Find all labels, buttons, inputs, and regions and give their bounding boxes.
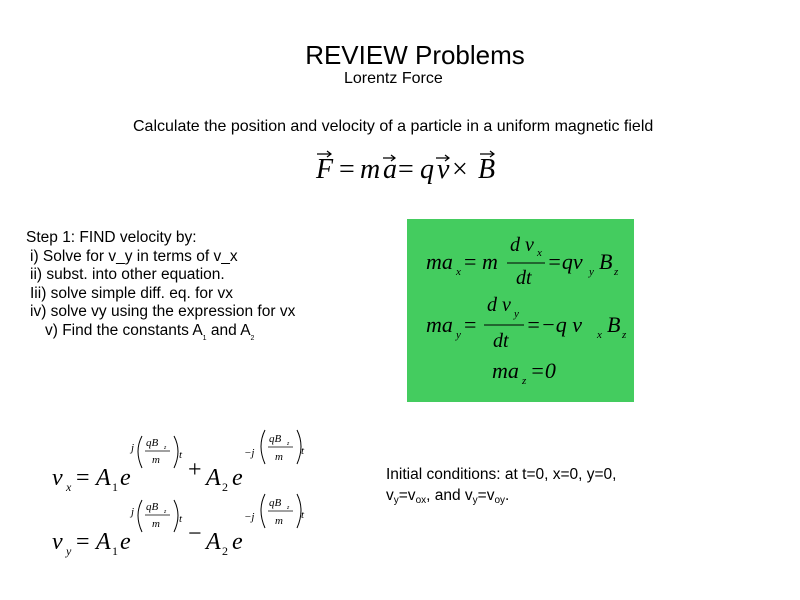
step-item: i) Solve for v_y in terms of v_x	[30, 247, 238, 265]
svg-text:v: v	[52, 529, 63, 555]
svg-text:+: +	[188, 457, 202, 483]
equations-of-motion	[407, 219, 634, 402]
svg-text:=: =	[464, 312, 477, 337]
vy-solution	[52, 494, 305, 558]
svg-text:B: B	[599, 249, 613, 274]
svg-text:a: a	[383, 154, 397, 185]
svg-text:z: z	[614, 266, 619, 278]
svg-text:m: m	[482, 249, 498, 274]
svg-text:z: z	[164, 445, 167, 451]
svg-text:qB: qB	[146, 501, 159, 513]
svg-text:A: A	[206, 529, 221, 555]
svg-text:e: e	[120, 465, 131, 491]
initial-conditions-line2: $v_y=v_{ox}$, and $v_y=v_{oy}$.	[386, 487, 510, 506]
svg-text:q: q	[420, 154, 434, 185]
svg-text:A: A	[96, 465, 111, 491]
svg-text:qB: qB	[269, 433, 282, 445]
intro-text: Calculate the position and velocity of a particle in a uniform magnetic field	[133, 118, 654, 135]
svg-text:=: =	[76, 529, 90, 555]
svg-text:=: =	[398, 154, 414, 185]
initial-conditions	[386, 464, 617, 511]
svg-text:m: m	[152, 518, 160, 530]
svg-text:y: y	[456, 329, 461, 341]
svg-text:1: 1	[112, 544, 118, 558]
svg-text:x: x	[537, 247, 542, 259]
svg-text:t: t	[179, 449, 183, 461]
slide-title: REVIEW Problems	[305, 40, 525, 70]
svg-text:z: z	[622, 329, 627, 341]
svg-text:m: m	[152, 454, 160, 466]
svg-text:=qv: =qv	[547, 249, 583, 274]
svg-text:qB: qB	[269, 497, 282, 509]
svg-text:A: A	[96, 529, 111, 555]
svg-text:qB: qB	[146, 437, 159, 449]
svg-text:=−q v: =−q v	[526, 312, 582, 337]
svg-text:e: e	[232, 529, 243, 555]
svg-text:x: x	[597, 329, 602, 341]
svg-text:y: y	[66, 544, 72, 558]
svg-text:v: v	[437, 154, 450, 185]
svg-text:ma: ma	[426, 312, 453, 337]
svg-text:×: ×	[452, 154, 468, 185]
svg-text:ma: ma	[492, 358, 519, 383]
svg-text:z: z	[522, 375, 527, 387]
svg-text:v: v	[52, 465, 63, 491]
svg-text:x: x	[456, 266, 461, 278]
svg-text:e: e	[120, 529, 131, 555]
step-heading: Step 1: FIND velocity by:	[26, 229, 197, 246]
step-item: iv) solve vy using the expression for vx	[30, 303, 296, 320]
svg-text:−j: −j	[244, 511, 255, 523]
svg-text:ma: ma	[426, 249, 453, 274]
svg-text:y: y	[514, 308, 519, 320]
svg-text:2: 2	[222, 480, 228, 494]
svg-text:=0: =0	[530, 358, 556, 383]
svg-text:dt: dt	[516, 267, 532, 289]
svg-text:j: j	[131, 442, 135, 454]
svg-text:m: m	[275, 515, 283, 527]
svg-text:−j: −j	[244, 447, 255, 459]
svg-text:1: 1	[112, 480, 118, 494]
svg-text:=: =	[464, 249, 477, 274]
svg-text:z: z	[287, 505, 290, 511]
slide-subtitle: Lorentz Force	[344, 70, 443, 87]
velocity-solutions	[48, 424, 338, 574]
svg-text:y: y	[589, 266, 594, 278]
svg-text:z: z	[164, 509, 167, 515]
svg-text:t: t	[179, 513, 183, 525]
step-item: v) Find the constants $A_1$ and $A_2$	[45, 321, 255, 342]
svg-text:dt: dt	[493, 330, 509, 352]
svg-text:t: t	[301, 445, 305, 457]
svg-text:x: x	[66, 480, 72, 494]
svg-text:=: =	[76, 465, 90, 491]
svg-text:A: A	[206, 465, 221, 491]
svg-text:t: t	[301, 509, 305, 521]
svg-text:m: m	[360, 154, 381, 185]
svg-text:j: j	[131, 506, 135, 518]
svg-text:F: F	[316, 154, 334, 185]
svg-text:d v: d v	[510, 234, 534, 256]
step-item: ii) subst. into other equation.	[30, 266, 225, 283]
svg-text:e: e	[232, 465, 243, 491]
step-item: Iii) solve simple diff. eq. for vx	[30, 284, 234, 302]
svg-text:m: m	[275, 451, 283, 463]
svg-text:−: −	[188, 521, 202, 547]
initial-conditions-line1: Initial conditions: at t=0, x=0, y=0,	[386, 466, 617, 483]
svg-text:B: B	[478, 154, 496, 185]
svg-text:2: 2	[222, 544, 228, 558]
step-list	[26, 229, 295, 348]
lorentz-force-equation	[310, 146, 510, 188]
svg-text:z: z	[287, 441, 290, 447]
svg-text:=: =	[339, 154, 355, 185]
vx-solution	[52, 430, 305, 494]
svg-text:d v: d v	[487, 294, 511, 316]
equations-box	[407, 219, 634, 402]
svg-text:B: B	[607, 312, 621, 337]
